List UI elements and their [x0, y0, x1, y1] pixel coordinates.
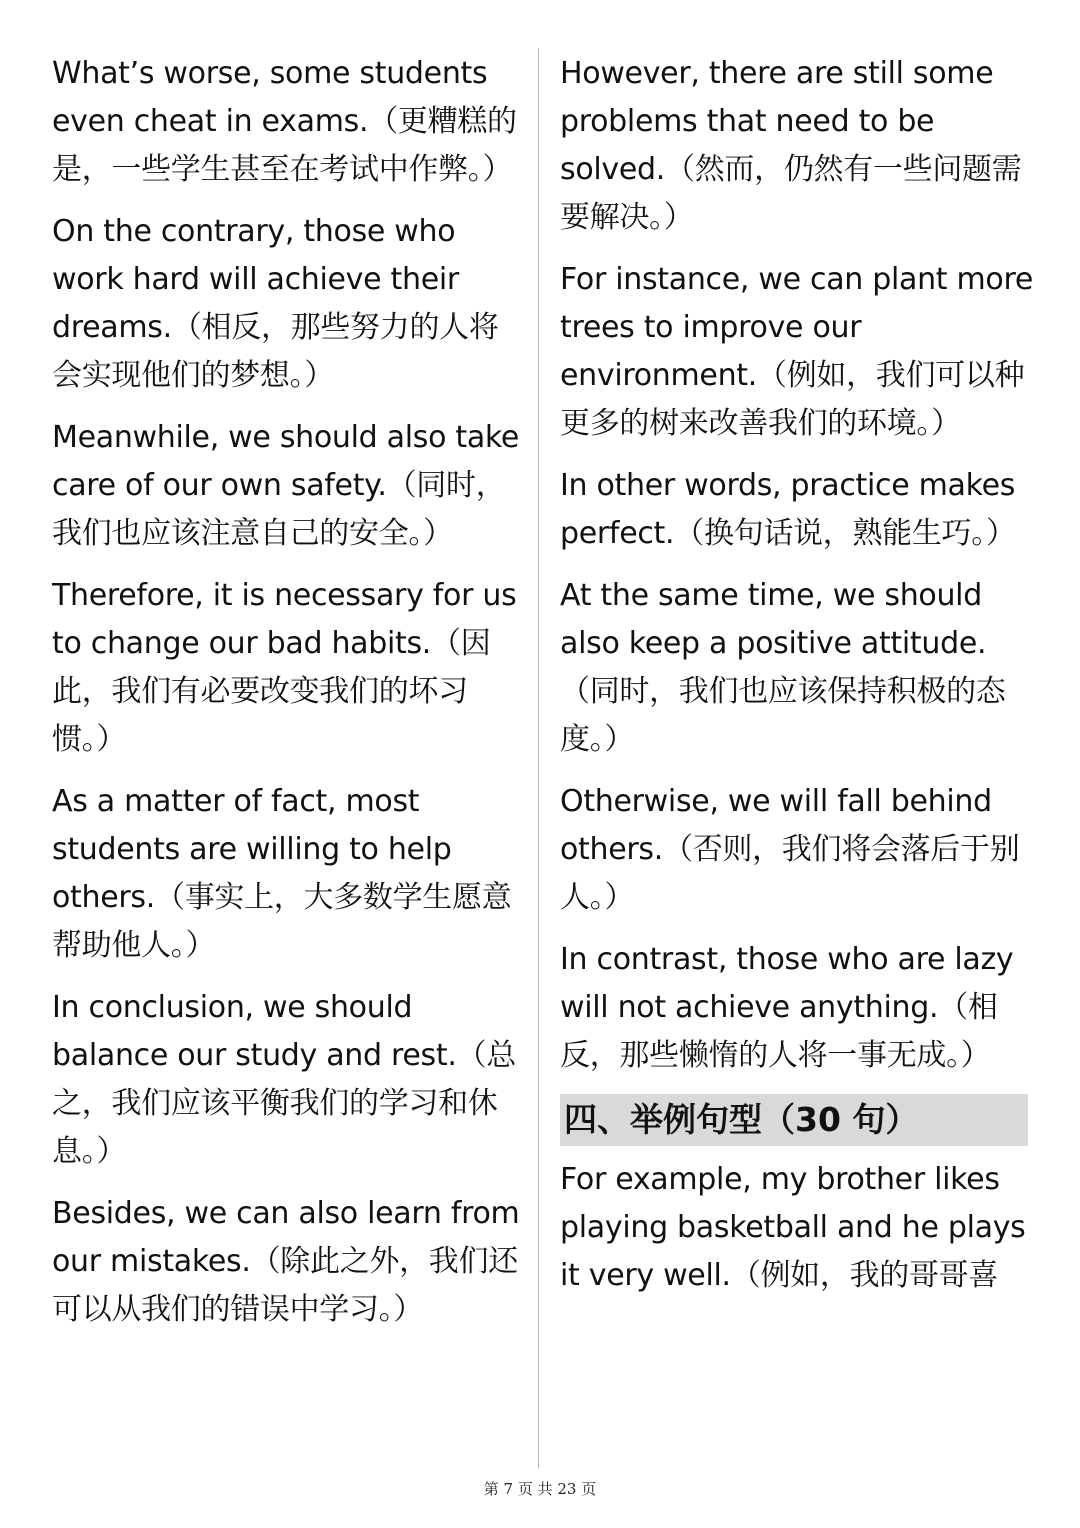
english-sentence: As a matter of fact, most students are willing to help others.: [52, 784, 452, 915]
chinese-translation: （相反，那些努力的人将会实现他们的梦想。）: [52, 310, 499, 393]
column-divider: [538, 48, 539, 1468]
sentence-entry: [560, 936, 1038, 1080]
chinese-translation: （相反，那些懒惰的人将一事无成。）: [560, 990, 998, 1073]
sentence-entry: [560, 572, 1038, 764]
english-sentence: Besides, we can also learn from our mistakes.: [52, 1196, 520, 1279]
english-sentence: In contrast, those who are lazy will not achieve anything.: [560, 942, 1014, 1025]
chinese-translation: （否则，我们将会落后于别人。）: [560, 832, 1020, 915]
chinese-translation: （更糟糕的是，一些学生甚至在考试中作弊。）: [52, 104, 517, 187]
english-sentence: Therefore, it is necessary for us to change our bad habits.: [52, 578, 517, 661]
chinese-translation: （同时，我们也应该注意自己的安全。）: [52, 468, 506, 551]
page-number-footer: 第 7 页 共 23 页: [483, 1480, 597, 1498]
sentence-entry: [560, 50, 1038, 242]
english-sentence: For instance, we can plant more trees to improve our environment.: [560, 262, 1034, 393]
chinese-translation: （同时，我们也应该保持积极的态度。）: [560, 674, 1006, 757]
chinese-translation: （总之，我们应该平衡我们的学习和休息。）: [52, 1038, 516, 1169]
sentence-entry: [560, 778, 1038, 922]
sentence-entry: [560, 462, 1038, 558]
chinese-translation: （例如，我们可以种更多的树来改善我们的环境。）: [560, 358, 1025, 441]
english-sentence: In conclusion, we should balance our study and rest.: [52, 990, 457, 1073]
english-sentence: At the same time, we should also keep a positive attitude.: [560, 578, 987, 661]
english-sentence: On the contrary, those who work hard will achieve their dreams.: [52, 214, 459, 345]
english-sentence: Meanwhile, we should also take care of our own safety.: [52, 420, 520, 503]
chinese-translation: （然而，仍然有一些问题需要解决。）: [560, 152, 1022, 235]
chinese-translation: （除此之外，我们还可以从我们的错误中学习。）: [52, 1244, 518, 1327]
sentence-entry: [52, 572, 524, 764]
chinese-translation: （换句话说，熟能生巧。）: [674, 516, 1016, 551]
english-sentence: For example, my brother likes playing basketball and he plays it very well.: [560, 1162, 1026, 1293]
sentence-entry: [560, 256, 1038, 448]
chinese-translation: （因此，我们有必要改变我们的坏习惯。）: [52, 626, 491, 757]
sentence-entry: [52, 50, 524, 194]
english-sentence: However, there are still some problems that need to be solved.: [560, 56, 994, 187]
left-column: [52, 50, 524, 1348]
chinese-translation: （例如，我的哥哥喜: [730, 1258, 999, 1293]
sentence-entry: [52, 1190, 524, 1334]
section-heading: 四、举例句型（30 句）: [560, 1094, 1028, 1146]
english-sentence: In other words, practice makes perfect.: [560, 468, 1016, 551]
sentence-entry: [52, 984, 524, 1176]
right-column: [560, 50, 1038, 1314]
sentence-entry: [52, 414, 524, 558]
chinese-translation: （事实上，大多数学生愿意帮助他人。）: [52, 880, 512, 963]
english-sentence: Otherwise, we will fall behind others.: [560, 784, 992, 867]
english-sentence: What’s worse, some students even cheat in exams.: [52, 56, 488, 139]
sentence-entry: [560, 1156, 1038, 1300]
sentence-entry: [52, 778, 524, 970]
sentence-entry: [52, 208, 524, 400]
